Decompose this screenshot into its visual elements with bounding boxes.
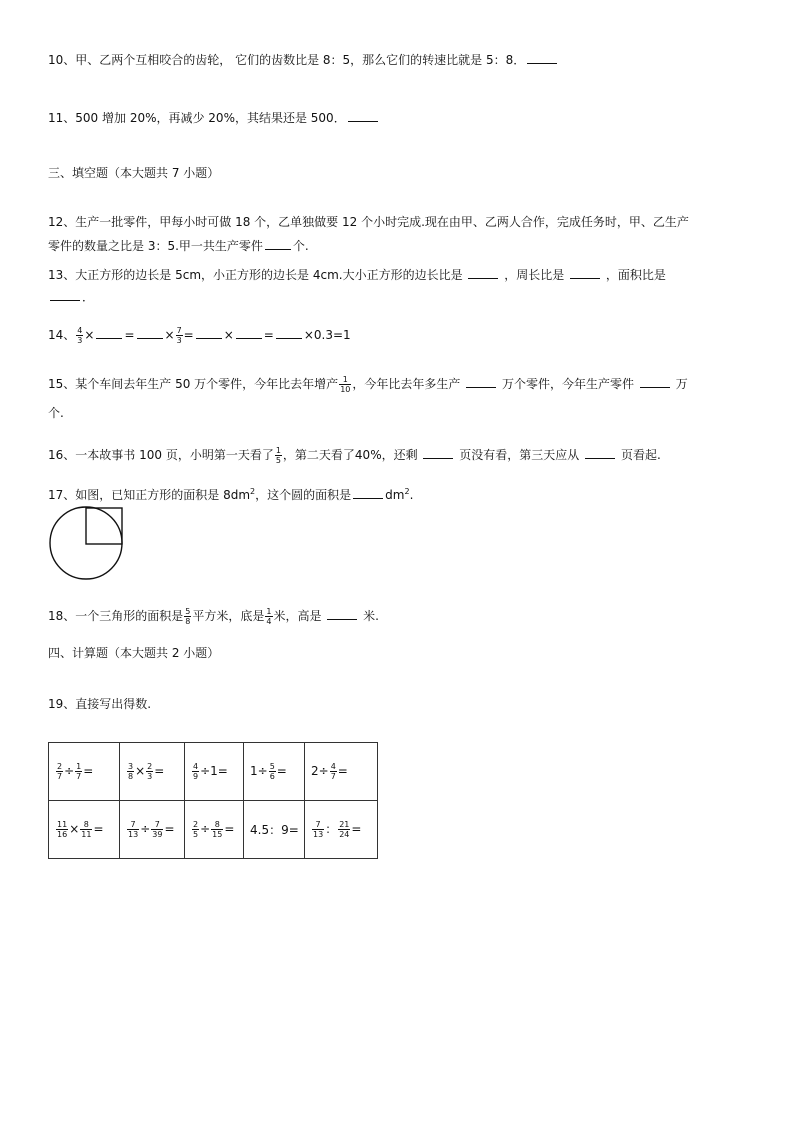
calculation-table [48, 742, 378, 859]
answer-blank[interactable] [570, 266, 600, 279]
question-text: 甲、乙两个互相咬合的齿轮， 它们的齿数比是 8：5，那么它们的转速比就是 5：8． [75, 53, 526, 67]
answer-blank[interactable] [466, 375, 496, 388]
question-19 [48, 696, 151, 712]
answer-blank[interactable] [348, 109, 378, 122]
question-number: 15、 [48, 377, 76, 391]
calc-cell[interactable]: $\frac{2}{7}$ ÷ $\frac{1}{7}$ = [49, 743, 120, 801]
question-text: 页没有看，第三天应从 [459, 448, 580, 462]
question-15-line-1 [48, 375, 688, 394]
question-text: 米，高是 [273, 609, 322, 623]
answer-blank[interactable] [50, 288, 80, 301]
question-13-line-2 [48, 288, 94, 305]
question-number: 18、 [48, 609, 76, 623]
question-12-line-1 [48, 214, 689, 230]
question-17: 17、如图，已知正方形的面积是 $8dm^2$，这个圆的面积是 $dm^2$. [48, 487, 414, 502]
question-text: 某个车间去年生产 50 万个零件，今年比去年增产 [75, 377, 339, 391]
fraction: $\frac{1}{5}$ [275, 446, 281, 465]
question-text: ． [82, 290, 95, 304]
calc-cell[interactable]: 2÷ $\frac{4}{7}$ = [305, 743, 378, 801]
calc-cell[interactable]: $\frac{4}{9}$ ÷1= [185, 743, 244, 801]
answer-blank[interactable] [527, 51, 557, 64]
question-number: 11、 [48, 111, 76, 125]
answer-blank[interactable] [423, 446, 453, 459]
question-text: ，面积比是 [605, 268, 666, 282]
question-number: 13、 [48, 268, 76, 282]
question-number: 17、 [48, 488, 76, 502]
fraction: $\frac{4}{3}$ [77, 326, 83, 345]
question-13-line-1 [48, 266, 666, 283]
question-number: 19、 [48, 697, 76, 711]
question-text: 米. [363, 609, 379, 623]
fraction: $\frac{1}{10}$ [340, 375, 351, 394]
question-text: 页看起. [620, 448, 661, 462]
question-text: 大正方形的边长是 5cm，小正方形的边长是 4cm.大小正方形的边长比是 [75, 268, 463, 282]
question-text: 生产一批零件，甲每小时可做 18 个，乙单独做要 12 个小时完成.现在由甲、乙两人合作，完成任务时，甲、乙生产 [75, 215, 689, 229]
answer-blank[interactable] [640, 375, 670, 388]
calc-cell[interactable]: 4.5：9= [244, 801, 305, 859]
calc-cell[interactable]: $\frac{7}{13}$ ÷ $\frac{7}{39}$ = [120, 801, 185, 859]
answer-blank[interactable] [236, 326, 262, 339]
question-text: ，第二天看了40%，还剩 [282, 448, 418, 462]
answer-blank[interactable] [353, 486, 383, 499]
answer-blank[interactable] [196, 326, 222, 339]
question-10 [48, 51, 559, 68]
calc-cell[interactable]: 1÷ $\frac{5}{6}$ = [244, 743, 305, 801]
fraction: $\frac{1}{4}$ [266, 607, 272, 626]
question-16 [48, 446, 661, 465]
question-number: 12、 [48, 215, 76, 229]
question-18 [48, 607, 379, 626]
answer-blank[interactable] [468, 266, 498, 279]
question-14: 14、 $\frac{4}{3}$ × = × $\frac{7}{3}$ = × = ×0.3=1 [48, 326, 351, 345]
question-text: 零件的数量之比是 3：5.甲一共生产零件 [48, 239, 263, 253]
question-text: 500 增加 20%，再减少 20%，其结果还是 500． [75, 111, 346, 125]
answer-blank[interactable] [137, 326, 163, 339]
question-15-line-2: 个. [48, 406, 64, 420]
circle-square-figure [48, 506, 128, 582]
question-text: ，今年比去年多生产 [352, 377, 461, 391]
question-number: 16、 [48, 448, 76, 462]
answer-blank[interactable] [265, 237, 291, 250]
question-text: 平方米，底是 [192, 609, 265, 623]
question-text: 个. [292, 239, 309, 253]
calc-cell[interactable]: $\frac{2}{5}$ ÷ $\frac{8}{15}$ = [185, 801, 244, 859]
table-row [49, 801, 378, 859]
question-text: ，周长比是 [504, 268, 565, 282]
answer-blank[interactable] [276, 326, 302, 339]
answer-blank[interactable] [327, 607, 357, 620]
question-text: ，这个圆的面积是 [255, 488, 352, 502]
question-text: 如图，已知正方形的面积是 8dm [75, 488, 251, 502]
answer-blank[interactable] [585, 446, 615, 459]
question-text: 万个零件，今年生产零件 [502, 377, 635, 391]
question-text: 直接写出得数. [75, 697, 152, 711]
question-text: 一本故事书 100 页，小明第一天看了 [75, 448, 274, 462]
section-heading-calculation: 四、计算题（本大题共 2 小题） [48, 646, 220, 660]
question-text: 一个三角形的面积是 [75, 609, 184, 623]
table-row [49, 743, 378, 801]
question-text: 万 [675, 377, 688, 391]
answer-blank[interactable] [96, 326, 122, 339]
calc-cell[interactable]: $\frac{11}{16}$ × $\frac{8}{11}$ = [49, 801, 120, 859]
calc-cell[interactable]: $\frac{3}{8}$ × $\frac{2}{3}$ = [120, 743, 185, 801]
question-12-line-2 [48, 237, 309, 254]
fraction: $\frac{5}{8}$ [185, 607, 191, 626]
section-heading-fill-in: 三、填空题（本大题共 7 小题） [48, 166, 220, 180]
question-number: 14、 [48, 328, 76, 342]
question-11 [48, 109, 380, 126]
fraction: $\frac{7}{3}$ [176, 326, 182, 345]
question-number: 10、 [48, 53, 76, 67]
calc-cell[interactable]: $\frac{7}{13}$ ： $\frac{21}{24}$ = [305, 801, 378, 859]
square-shape [86, 508, 122, 544]
